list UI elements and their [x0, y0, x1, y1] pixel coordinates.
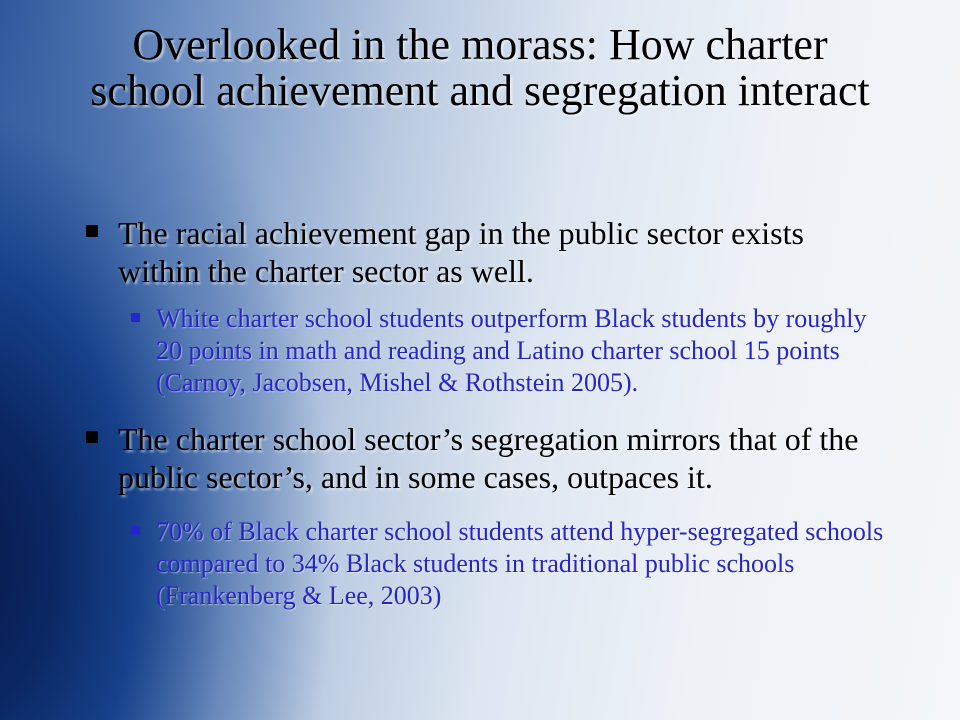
- slide-title: Overlooked in the morass: How charter school achievement and segregation interact: [90, 20, 870, 115]
- sub-bullet-item: [128, 303, 884, 399]
- square-bullet-icon: [131, 526, 140, 535]
- bullet-item: [84, 214, 884, 290]
- sub-bullet-text: White charter school students outperform Black students by roughly 20 points in math and reading and Latino charter school 15 points (Carnoy, Jacobsen, Mishel & Rothstein 2005).: [156, 304, 867, 397]
- bullet-text: The charter school sector’s segregation mirrors that of the public sector’s, and in some cases, outpaces it.: [118, 421, 859, 495]
- slide-body: [84, 214, 884, 612]
- bullet-text: The racial achievement gap in the public sector exists within the charter sector as well.: [118, 215, 804, 289]
- square-bullet-icon: [86, 225, 98, 237]
- sub-bullet-text: 70% of Black charter school students attend hyper-segregated schools compared to 34% Black students in traditional public schools (Frankenberg & Lee, 2003): [156, 517, 884, 610]
- bullet-item: [84, 420, 884, 496]
- square-bullet-icon: [86, 431, 98, 443]
- sub-bullet-item: [128, 516, 884, 612]
- square-bullet-icon: [131, 313, 140, 322]
